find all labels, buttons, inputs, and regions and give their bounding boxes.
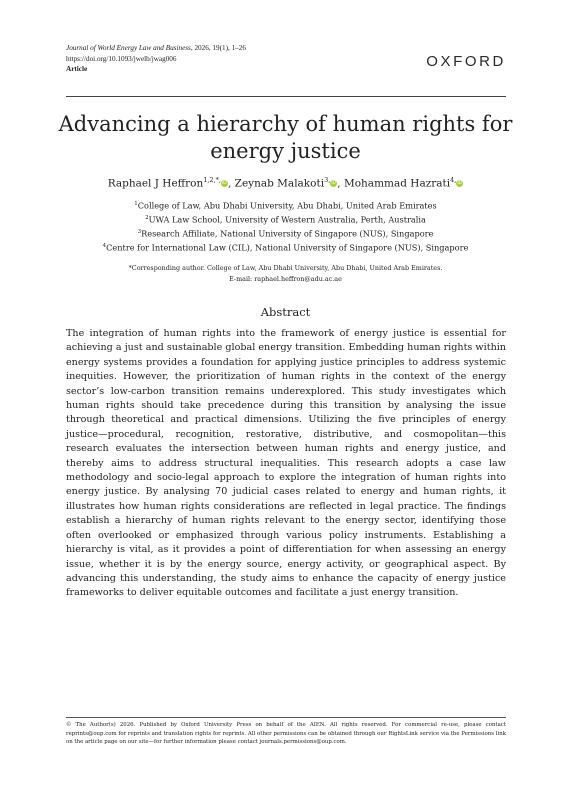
affiliation-number: 1 (134, 201, 138, 207)
abstract-heading: Abstract (260, 305, 311, 319)
journal-name: Journal of World Energy Law and Business (66, 44, 191, 52)
affiliation-text: Centre for International Law (CIL), National University of Singapore (NUS), Singapore (106, 243, 469, 254)
article-title: Advancing a hierarchy of human rights for energy justice (58, 112, 513, 163)
author-separator: , (227, 177, 235, 190)
affiliation-item (40, 198, 531, 212)
author-superscript: 3, (324, 176, 331, 184)
affiliation-item (40, 226, 531, 240)
corresponding-email[interactable]: E-mail: raphael.heffron@adu.ac.ae (229, 274, 342, 283)
author-name: Zeynab Malakoti (234, 177, 325, 190)
affiliation-number: 4 (102, 243, 107, 250)
header-divider (66, 96, 506, 97)
author-separator: , (337, 177, 344, 190)
affiliation-item (40, 240, 531, 254)
author-name: Mohammad Hazrati (343, 177, 451, 190)
affiliation-item (40, 212, 531, 226)
corresponding-author (40, 263, 531, 284)
author-superscript: 1,2,*, (203, 176, 221, 184)
affiliation-text: Research Affiliate, National University of Singapore (NUS), Singapore (141, 229, 434, 240)
article-type: Article (66, 65, 88, 73)
footer-divider (66, 717, 506, 718)
affiliation-number: 3 (137, 229, 142, 236)
journal-meta (66, 43, 246, 75)
affiliations (40, 198, 531, 255)
affiliation-number: 2 (145, 215, 149, 222)
author-list (40, 176, 531, 190)
orcid-icon[interactable]: iD (222, 179, 227, 186)
corresponding-note: *Corresponding author. College of Law, Abu Dhabi University, Abu Dhabi, United Arab Emirates. (128, 264, 443, 272)
author-name: Raphael J Heffron (107, 177, 204, 190)
publisher-logo: OXFORD (426, 53, 506, 70)
author-superscript: 4, (450, 176, 457, 184)
journal-citation: , 2026, 19(1), 1–26 (190, 44, 246, 52)
affiliation-text: UWA Law School, University of Western Australia, Perth, Australia (148, 214, 426, 225)
orcid-icon[interactable]: iD (331, 179, 337, 186)
abstract-body: The integration of human rights into the framework of energy justice is essential for achieving a just and sustainable global energy transition. Embedding human rights within energy systems provides a foundation for applying justice principles to address systemic inequities. However, the prioritization of human rights in the context of the energy sector’s low-carbon transition remains underexplored. This study investigates which human rights should take precedence during this transition by analysing the issue through theoretical and practical dimensions. Utilizing the five principles of energy justice—procedural, recognition, restorative, distributive, and cosmopolitan—this research evaluates the intersection between human rights and energy justice, and thereby aims to address structural inequalities. This research adopts a case law methodology and socio-legal approach to explore the integration of human rights into energy justice. By analysing 70 judicial cases related to energy and human rights, it illustrates how human rights considerations are reflected in legal practice. The findings establish a hierarchy of human rights relevant to the energy sector, identifying those often overlooked or emphasized through various policy instruments. Establishing a hierarchy is vital, as it provides a point of differentiation for when assessing an energy issue, whether it is by the energy source, energy activity, or geographical aspect. By advancing this understanding, the study aims to enhance the capacity of energy justice frameworks to deliver equitable outcomes and facilitate a just energy transition. (66, 328, 506, 599)
copyright-footer: © The Author(s) 2026. Published by Oxford University Press on behalf of the AIEN. All rights reserved. For commercial re-use, please contact reprints@oup.com for reprints and translation rights for reprints. All other permissions can be obtained through our RightsLink service via the Permissions link on the article page on our site—for further information please contact journals.permissions@oup.com. (66, 722, 506, 746)
affiliation-text: College of Law, Abu Dhabi University, Abu Dhabi, United Arab Emirates (137, 200, 437, 211)
doi-link[interactable]: https://doi.org/10.1093/jwelb/jwag006 (66, 54, 177, 63)
orcid-icon[interactable]: iD (457, 179, 463, 186)
